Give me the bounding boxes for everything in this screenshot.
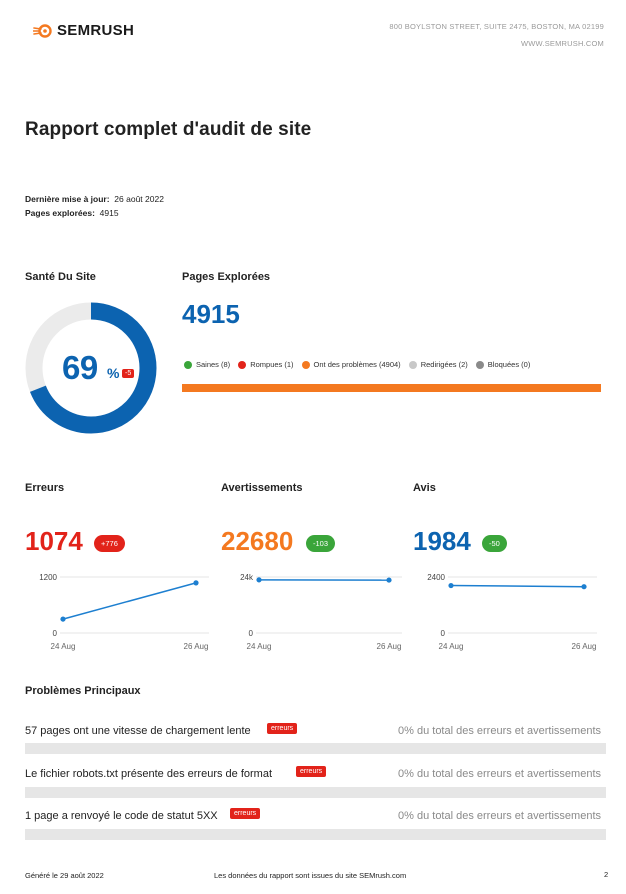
legend-label: Bloquées (0): [487, 360, 531, 369]
report-meta: [25, 192, 164, 220]
legend-item-blocked: [476, 360, 531, 369]
data-point: [256, 577, 261, 582]
legend-dot: [238, 361, 246, 369]
problem-percentage: 0% du total des erreurs et avertissements: [398, 810, 601, 822]
fire-icon: [33, 24, 53, 38]
problem-text: 57 pages ont une vitesse de chargement lente: [25, 725, 251, 737]
series-line: [451, 586, 584, 587]
footer-generated: Généré le 29 août 2022: [25, 871, 104, 880]
problem-text: Le fichier robots.txt présente des erreurs de format: [25, 768, 273, 780]
crawled-label: Pages explorées:: [25, 208, 95, 218]
legend-item-healthy: [184, 360, 230, 369]
warnings-chart: [221, 566, 406, 656]
address-line: 800 BOYLSTON STREET, SUITE 2475, BOSTON, MA 02199: [389, 22, 604, 31]
health-percent-sign: %: [107, 365, 120, 381]
legend-dot: [184, 361, 192, 369]
crawled-value: 4915: [99, 208, 119, 218]
footer-source: Les données du rapport sont issues du site SEMrush.com: [214, 871, 407, 880]
warnings-delta-badge: -103: [306, 535, 335, 552]
data-point: [581, 584, 586, 589]
y-tick-label: 24k: [240, 573, 253, 582]
y-tick-label: 1200: [39, 573, 57, 582]
data-point: [60, 616, 65, 621]
problem-bar: [25, 829, 606, 840]
notices-heading: Avis: [413, 482, 436, 494]
y-tick-label: 0: [52, 629, 57, 638]
errors-value: 1074: [25, 526, 83, 556]
data-point: [448, 583, 453, 588]
series-line: [63, 583, 196, 619]
legend-dot: [476, 361, 484, 369]
x-tick-label: 26 Aug: [183, 642, 209, 651]
updated-value: 26 août 2022: [114, 194, 164, 204]
problem-tag: erreurs: [230, 808, 260, 819]
y-tick-label: 0: [248, 629, 253, 638]
legend-item-broken: [238, 360, 293, 369]
semrush-logo: [33, 22, 134, 39]
legend-label: Rompues (1): [250, 360, 294, 369]
health-value: 69: [62, 349, 98, 386]
legend-label: Ont des problèmes (4904): [313, 360, 401, 369]
errors-chart: [25, 566, 213, 656]
data-point: [193, 580, 198, 585]
y-tick-label: 2400: [427, 573, 445, 582]
company-address: [389, 18, 604, 52]
problem-percentage: 0% du total des erreurs et avertissements: [398, 725, 601, 737]
errors-heading: Erreurs: [25, 482, 65, 494]
warnings-heading: Avertissements: [221, 482, 303, 494]
crawled-heading: Pages Explorées: [182, 271, 271, 283]
x-tick-label: 26 Aug: [376, 642, 402, 651]
notices-value: 1984: [413, 526, 471, 556]
problem-text: 1 page a renvoyé le code de statut 5XX: [25, 810, 218, 822]
legend-dot: [302, 361, 310, 369]
data-point: [386, 577, 391, 582]
problem-tag: erreurs: [296, 766, 326, 777]
legend-item-issues: [302, 360, 401, 369]
crawled-legend: [184, 360, 538, 369]
x-tick-label: 24 Aug: [50, 642, 76, 651]
problems-heading: Problèmes Principaux: [25, 685, 141, 697]
legend-label: Saines (8): [196, 360, 231, 369]
updated-label: Dernière mise à jour:: [25, 194, 110, 204]
notices-delta-badge: -50: [482, 535, 507, 552]
problem-bar: [25, 787, 606, 798]
page-number: 2: [604, 870, 609, 879]
x-tick-label: 24 Aug: [438, 642, 464, 651]
problem-percentage: 0% du total des erreurs et avertissements: [398, 768, 601, 780]
legend-label: Redirigées (2): [420, 360, 468, 369]
crawled-status-bar: [182, 384, 601, 392]
errors-delta-badge: +776: [94, 535, 125, 552]
warnings-value: 22680: [221, 526, 294, 556]
x-tick-label: 24 Aug: [246, 642, 272, 651]
website-line: WWW.SEMRUSH.COM: [521, 39, 604, 48]
notices-chart: [413, 566, 601, 656]
x-tick-label: 26 Aug: [571, 642, 597, 651]
crawled-total: 4915: [182, 299, 240, 329]
legend-item-redirected: [409, 360, 468, 369]
problem-tag: erreurs: [267, 723, 297, 734]
y-tick-label: 0: [440, 629, 445, 638]
health-delta-badge: -5: [122, 369, 134, 378]
brand-name: SEMRUSH: [57, 22, 135, 39]
health-heading: Santé Du Site: [25, 271, 96, 283]
page-title: Rapport complet d'audit de site: [25, 119, 312, 140]
legend-dot: [409, 361, 417, 369]
problem-bar: [25, 743, 606, 754]
